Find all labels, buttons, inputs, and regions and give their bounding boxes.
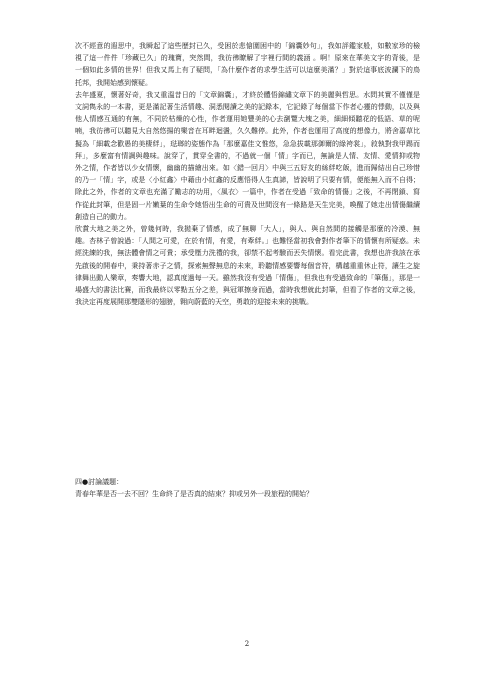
paragraph-1: 次不經意的遐思中，我瞬起了這些歷封已久，受困於悲愴圍困中的「錦囊妙句」，我如評鑑家般，如數家珍的檢視了這一件件「珍藏已久」的瑰寶，突然間，我彷彿瞭解了宇裡行間的義涵 。啊！原來在華美文字的背後，是一個如此多情的世界！但我又馬上有了疑問，「為什麼作者的求學生活可以這麼美滿？」對於這事底波瀾下的鳥托邦，我開始感到懷疑。: [75, 42, 420, 87]
essay-body: [75, 40, 420, 308]
paragraph-3: 欣賞大地之美之外，曾幾何時，我拋棄了情感，成了無聊「大人」，與人、與自然間的接觸是那麼的冷漠、無趣。杏林子曾說過：「人間之可愛，在於有情，有愛，有牽絆。」也難怪當初我會對作者筆下的情懷有所疑惑。未經洗練的我，無法體會情之可貴；承受壓力洗禮的我，卻禁不起考驗而丟失情懷。看完此書，我想也許我該在承先啟後的開春中，秉持著赤子之情，探索無聲無息的未來，聆聽情感要響每個音符，構越重重休止符，讓生之旋律舞出動人樂章，奏響大地，認真度過每一天。雖然我沒有受過「情傷」，但我也有受過致命的「筆傷」，那是一場盛大的書法比賽，而我最終以零點五分之差，與冠軍擦身而過，當時我想就此封筆，但看了作者的文章之後，我決定再度展開那雙隱形的翅膀，翱向蔚藍的天空，勇敢的迎接未來的挑戰。: [75, 225, 420, 307]
discussion-section: [75, 476, 420, 500]
discussion-question: 青春年華是否一去不回？生命終了是否真的結束？抑或另外一段旅程的開始？: [75, 490, 313, 498]
page-number: 2: [244, 640, 250, 648]
discussion-title: 四●討論議題：: [75, 478, 124, 486]
paragraph-2: 去年盛夏，懷著好奇，我又重溫昔日的「文章錦囊」，才終於體悟錦繡文章下的美麗與哲思。水問其實不僅僅是文詞雋永的一本書，更是滿記著生活情趣、洞悉閱讀之美的記錄本，它記錄了每個當下作者心靈的悸動，以及與他人情感互通的有無，不同於枯燥的心性，作者運用她豐美的心去瀏覽大塊之美，細細傾聽花的低語、草的呢喃，我彷彿可以聽見大自然悠揚的樂音在耳畔迴盪，久久難停。此外，作者也運用了高度的想像力，將舍嘉草比擬為「細載念歡愚的美棲絆」，琺瑯的姿態作為「那麼嘉佳文惟悠，急急拔載那御爾的綠袴裳」，敘執對我甲踢而拜」，多麼富有情調與趣味。說穿了，貫穿全書的，不過就一個「情」字而已，無論是人情、友情、愛情抑或物外之情，作者皆以少女情懷，幽幽的描繪出來。如〈錯一回月〉中與三五好友的絲絆吃飯，進而歸結出自己珍惜的乃一「情」字，或是〈小紅鑫〉中藉由小紅鑫的反應悟得人生真諦，皆說明了只要有情，便能無入而不自得；除此之外，作者的文章也充滿了勵志的功用，〈風衣〉一篇中，作者在受過「致命的情傷」之後，不再閉鎖、寫作從此封筆，但是固一片嫩葉的生命令她悟出生命的可貴及世間沒有一條路是天生完美，喚醒了她走出情傷繼續創造自己的動力。: [75, 90, 420, 221]
